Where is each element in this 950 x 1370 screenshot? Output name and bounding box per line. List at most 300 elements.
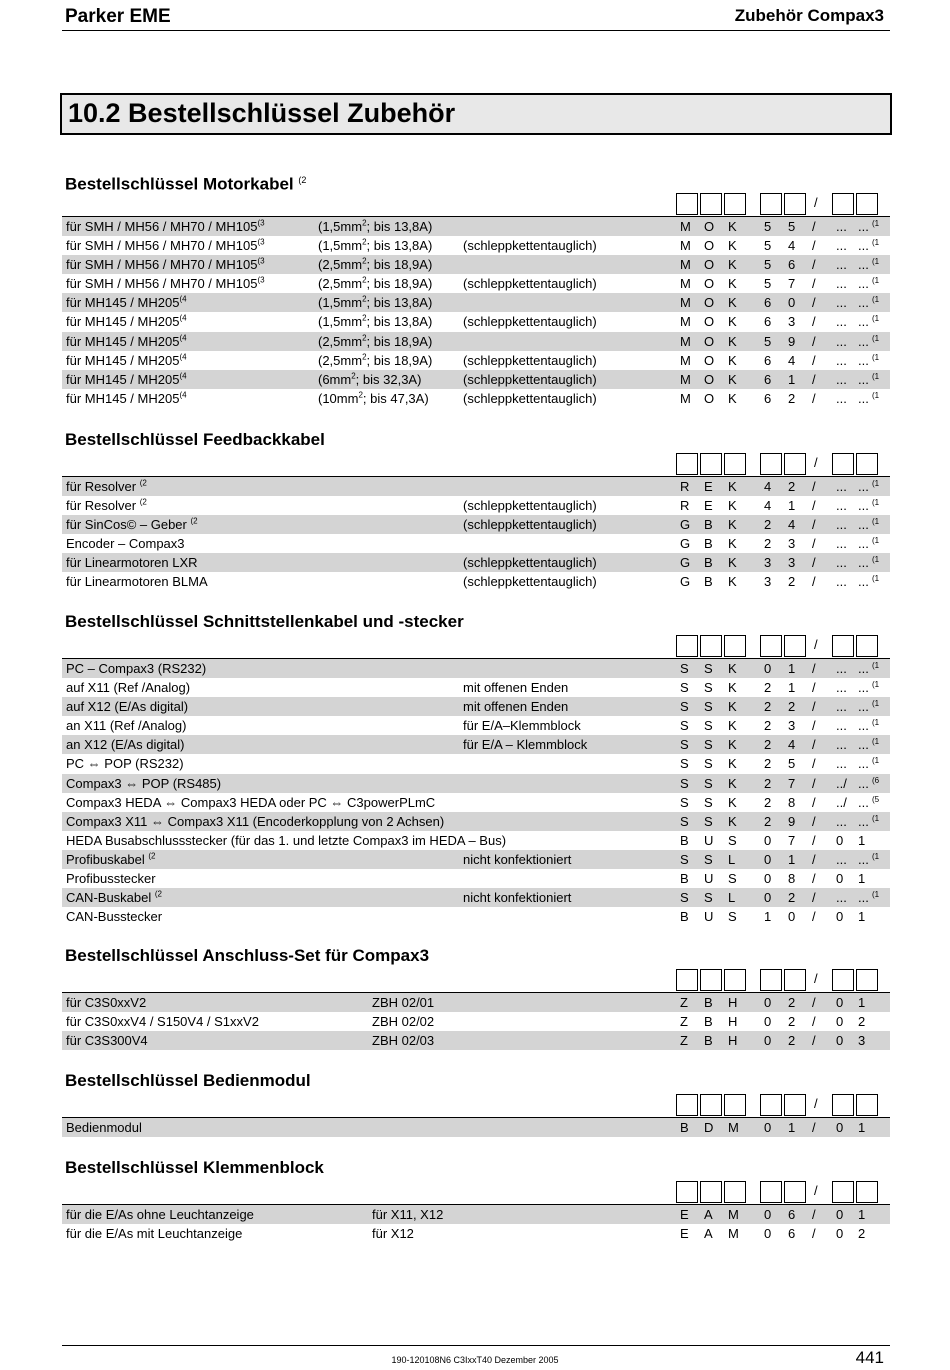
order-key-footnote: (1	[872, 536, 880, 546]
order-key-char: ...	[836, 333, 847, 349]
order-key-char: S	[680, 699, 689, 715]
order-key-footnote: (1	[872, 314, 880, 324]
row-spec-exponent: 2	[362, 218, 367, 228]
section-title-text: Bestellschlüssel Motorkabel	[65, 174, 294, 194]
row-description	[66, 869, 156, 888]
order-key-char: ...	[858, 238, 869, 254]
order-key-char: K	[728, 333, 737, 349]
order-code-row	[62, 553, 890, 572]
order-key-char: 4	[788, 238, 796, 254]
order-key-char: 2	[788, 1014, 796, 1030]
order-key-char: 0	[764, 1014, 772, 1030]
row-footnote: (2	[154, 889, 162, 899]
row-description	[66, 1118, 142, 1137]
header-brand: Parker EME	[65, 6, 171, 27]
order-key-box	[760, 1094, 782, 1116]
order-key-char: /	[812, 851, 816, 867]
order-key-char: 5	[764, 238, 772, 254]
order-key-char: ...	[836, 536, 847, 552]
order-code-row	[62, 293, 890, 312]
order-key-char: B	[680, 1120, 689, 1135]
order-key-char: ...	[858, 794, 869, 810]
order-key-template	[62, 193, 890, 217]
order-key-box	[784, 635, 806, 657]
order-key-char: 0	[836, 1033, 844, 1049]
order-key-char: S	[680, 794, 689, 810]
order-code-row	[62, 332, 890, 351]
row-spec-rating: ; bis 13,8A)	[366, 238, 433, 254]
order-key-char: S	[728, 832, 737, 848]
row-spec	[318, 274, 432, 293]
chapter-title: 10.2 Bestellschlüssel Zubehör	[68, 98, 456, 128]
section-title	[62, 1158, 890, 1178]
order-key-box	[760, 635, 782, 657]
row-spec-rating: ; bis 13,8A)	[366, 295, 433, 311]
order-key-char: O	[704, 257, 715, 273]
order-key-char: U	[704, 871, 714, 887]
row-spec	[372, 1012, 434, 1031]
order-key-char: 2	[858, 1014, 866, 1030]
row-remark: (schleppkettentauglich)	[463, 517, 597, 533]
row-description-text: für Resolver	[66, 479, 140, 494]
order-key-box	[856, 635, 878, 657]
row-footnote: (2	[148, 851, 156, 861]
row-spec-text: (1,5mm	[318, 314, 363, 330]
order-key-separator: /	[814, 1183, 818, 1198]
order-key-box	[724, 453, 746, 475]
order-key-char: 2	[788, 995, 796, 1010]
order-key-footnote: (1	[872, 276, 880, 286]
row-description	[66, 389, 187, 408]
row-description	[66, 477, 147, 496]
order-key-char: 1	[788, 661, 796, 676]
row-spec-text: (2,5mm	[318, 276, 363, 292]
order-key-char: ...	[836, 219, 847, 234]
order-key-char: 0	[836, 995, 844, 1010]
footer-divider	[62, 1345, 890, 1346]
order-key-char: 2	[764, 536, 772, 552]
order-key-char: 0	[788, 295, 796, 311]
order-key-char: ...	[836, 890, 847, 906]
order-key-box	[724, 635, 746, 657]
section-title-text: Bestellschlüssel Bedienmodul	[65, 1071, 311, 1090]
row-description-text: für MH145 / MH205	[66, 333, 180, 349]
order-key-char: /	[812, 680, 816, 696]
order-key-char: /	[812, 794, 816, 810]
order-key-box	[676, 969, 698, 991]
row-description-text: Encoder – Compax3	[66, 536, 185, 552]
order-key-char: ...	[858, 813, 869, 829]
order-key-char: /	[812, 832, 816, 848]
order-key-char: S	[680, 718, 689, 734]
header-chapter: Zubehör Compax3	[734, 6, 884, 25]
order-key-char: O	[704, 314, 715, 330]
order-key-char: A	[704, 1226, 713, 1242]
order-key-char: ...	[858, 390, 869, 406]
order-key-char: B	[704, 1033, 713, 1049]
order-key-box	[760, 1181, 782, 1203]
order-key-char: /	[812, 314, 816, 330]
row-spec-text: (2,5mm	[318, 257, 363, 273]
order-key-char: B	[704, 574, 713, 590]
order-key-box	[700, 1181, 722, 1203]
order-key-footnote: (1	[872, 498, 880, 508]
order-key-char: 6	[764, 371, 772, 387]
order-key-char: E	[704, 498, 713, 514]
order-key-char: 0	[764, 1226, 772, 1242]
order-key-char: ...	[836, 498, 847, 514]
order-key-char: 3	[788, 536, 796, 552]
order-code-row	[62, 496, 890, 515]
order-key-footnote: (1	[872, 238, 880, 248]
order-key-char: 5	[764, 257, 772, 273]
row-footnote: (4	[179, 352, 187, 362]
row-description-text: Compax3 X11 ⇔ Compax3 X11 (Encoderkopplung von 2 Achsen)	[66, 813, 445, 829]
order-key-char: K	[728, 794, 737, 810]
order-key-char: ...	[836, 813, 847, 829]
row-spec	[318, 236, 432, 255]
order-key-separator: /	[814, 1096, 818, 1111]
order-key-char: /	[812, 536, 816, 552]
order-key-char: M	[680, 371, 691, 387]
row-description	[66, 496, 147, 515]
order-key-char: 3	[764, 555, 772, 571]
row-spec-text: für X11, X12	[372, 1207, 444, 1222]
order-key-char: 4	[788, 352, 796, 368]
order-key-char: O	[704, 390, 715, 406]
order-key-char: /	[812, 890, 816, 906]
row-spec	[318, 255, 432, 274]
row-description	[66, 907, 162, 926]
order-key-box	[676, 1094, 698, 1116]
order-key-char: H	[728, 1033, 738, 1049]
row-remark: (schleppkettentauglich)	[463, 314, 597, 330]
order-key-char: M	[680, 219, 691, 234]
row-description-text: für Linearmotoren LXR	[66, 555, 198, 571]
order-key-char: 2	[764, 794, 772, 810]
order-key-char: S	[680, 813, 689, 829]
order-key-char: K	[728, 680, 737, 696]
order-key-template	[62, 969, 890, 993]
row-description	[66, 274, 265, 293]
order-key-char: K	[728, 737, 737, 753]
order-key-char: ...	[836, 517, 847, 533]
order-key-char: 1	[788, 498, 796, 514]
order-key-char: K	[728, 555, 737, 571]
order-key-char: M	[728, 1207, 739, 1222]
row-description-text: CAN-Busstecker	[66, 909, 163, 925]
order-code-row	[62, 888, 890, 907]
row-remark: nicht konfektioniert	[463, 890, 572, 906]
row-description-text: für SinCos© – Geber	[66, 517, 191, 533]
page-number: 441	[855, 1348, 884, 1367]
section	[62, 946, 890, 1050]
order-key-separator: /	[814, 637, 818, 652]
order-key-char: ...	[858, 737, 869, 753]
order-key-char: ...	[858, 851, 869, 867]
order-key-char: M	[680, 352, 691, 368]
row-footnote: (4	[179, 314, 187, 324]
row-spec	[318, 312, 432, 331]
row-description	[66, 312, 187, 331]
order-code-row	[62, 477, 890, 496]
order-key-char: K	[728, 257, 737, 273]
order-key-char: /	[812, 1207, 816, 1222]
row-spec-exponent: 2	[351, 371, 356, 381]
order-key-char: /	[812, 498, 816, 514]
order-code-row	[62, 697, 890, 716]
order-key-char: B	[704, 1014, 713, 1030]
order-key-footnote: (1	[872, 737, 880, 747]
row-spec	[372, 993, 434, 1012]
row-description-text: PC ⇔ POP (RS232)	[66, 756, 184, 772]
order-key-char: K	[728, 390, 737, 406]
order-key-footnote: (6	[872, 775, 880, 785]
order-key-char: ...	[858, 371, 869, 387]
row-footnote: (4	[179, 390, 187, 400]
order-code-row	[62, 351, 890, 370]
row-spec	[372, 1031, 434, 1050]
order-key-char: /	[812, 390, 816, 406]
row-remark: (schleppkettentauglich)	[463, 555, 597, 571]
order-key-char: /	[812, 295, 816, 311]
order-key-char: ...	[836, 680, 847, 696]
order-key-char: 9	[788, 813, 796, 829]
row-description-text: auf X11 (Ref /Analog)	[66, 680, 191, 696]
order-key-char: S	[704, 813, 713, 829]
order-key-char: ...	[858, 517, 869, 533]
order-key-char: /	[812, 1120, 816, 1135]
order-key-footnote: (1	[872, 333, 880, 343]
row-spec	[318, 389, 429, 408]
order-key-char: ...	[836, 661, 847, 676]
order-key-char: K	[728, 238, 737, 254]
row-description	[66, 793, 435, 812]
section-title	[62, 430, 890, 450]
section-title	[62, 1071, 890, 1091]
order-key-char: M	[680, 390, 691, 406]
order-key-char: S	[680, 851, 689, 867]
row-description	[66, 1031, 148, 1050]
order-key-char: /	[812, 909, 816, 925]
order-key-char: G	[680, 555, 691, 571]
order-key-char: 0	[836, 909, 844, 925]
order-code-row	[62, 389, 890, 408]
order-key-char: 0	[836, 832, 844, 848]
order-code-row	[62, 774, 890, 793]
row-spec-exponent: 2	[362, 314, 367, 324]
order-key-char: /	[812, 333, 816, 349]
order-key-char: S	[680, 661, 689, 676]
order-key-footnote: (1	[872, 257, 880, 267]
order-key-char: 2	[764, 756, 772, 772]
order-code-row	[62, 572, 890, 591]
row-spec-text: für X12	[372, 1226, 414, 1242]
row-description-text: für MH145 / MH205	[66, 295, 180, 311]
order-key-char: 3	[788, 718, 796, 734]
order-key-box	[832, 193, 854, 215]
row-remark: (schleppkettentauglich)	[463, 390, 597, 406]
order-key-char: ...	[858, 498, 869, 514]
order-key-box	[700, 635, 722, 657]
order-key-char: 3	[788, 314, 796, 330]
section-title-footnote: (2	[298, 175, 307, 185]
section-title	[62, 170, 890, 194]
order-key-char: S	[704, 661, 713, 676]
order-key-char: 0	[764, 832, 772, 848]
row-spec	[372, 1224, 414, 1243]
order-key-char: ...	[858, 756, 869, 772]
order-code-row	[62, 274, 890, 293]
row-remark: (schleppkettentauglich)	[463, 238, 597, 254]
order-key-char: G	[680, 517, 691, 533]
order-key-char: B	[704, 517, 713, 533]
order-key-char: ...	[858, 314, 869, 330]
order-key-char: H	[728, 1014, 738, 1030]
order-key-char: 1	[858, 1120, 866, 1135]
order-key-char: ...	[858, 699, 869, 715]
order-key-char: 1	[788, 1120, 796, 1135]
order-key-char: /	[812, 661, 816, 676]
order-key-footnote: (1	[872, 699, 880, 709]
row-spec-rating: ; bis 18,9A)	[366, 333, 433, 349]
order-key-char: 2	[858, 1226, 866, 1242]
order-key-char: /	[812, 555, 816, 571]
row-description-text: Compax3 HEDA ⇔ Compax3 HEDA oder PC ⇔ C3powerPLmC	[66, 794, 436, 810]
order-key-char: Z	[680, 995, 688, 1010]
order-key-char: K	[728, 371, 737, 387]
row-spec-rating: ; bis 47,3A)	[362, 390, 429, 406]
order-key-box	[784, 193, 806, 215]
order-key-char: 5	[764, 333, 772, 349]
order-key-char: K	[728, 352, 737, 368]
order-key-char: E	[680, 1226, 689, 1242]
order-key-char: 7	[788, 775, 796, 791]
order-key-char: K	[728, 775, 737, 791]
order-code-row	[62, 370, 890, 389]
order-key-char: /	[812, 219, 816, 234]
row-spec-text: (10mm	[318, 390, 359, 406]
section	[62, 430, 890, 592]
order-key-char: L	[728, 890, 736, 906]
order-key-box	[676, 1181, 698, 1203]
order-key-box	[832, 969, 854, 991]
order-key-char: M	[680, 295, 691, 311]
row-description-text: für die E/As mit Leuchtanzeige	[66, 1226, 243, 1242]
section-title-text: Bestellschlüssel Anschluss-Set für Compax3	[65, 946, 430, 965]
order-code-row	[62, 1012, 890, 1031]
order-key-template	[62, 1181, 890, 1205]
row-description	[66, 754, 184, 773]
row-description	[66, 774, 221, 793]
section	[62, 1158, 890, 1243]
order-key-box	[784, 969, 806, 991]
order-key-footnote: (1	[872, 718, 880, 728]
order-key-char: ...	[858, 536, 869, 552]
order-key-template	[62, 453, 890, 477]
order-code-row	[62, 754, 890, 773]
row-spec-text: (1,5mm	[318, 238, 363, 254]
order-key-box	[700, 969, 722, 991]
order-key-separator: /	[814, 971, 818, 986]
order-key-char: 1	[788, 680, 796, 696]
order-key-box	[700, 193, 722, 215]
order-key-box	[856, 453, 878, 475]
row-description	[66, 659, 206, 678]
order-key-box	[676, 193, 698, 215]
row-description	[66, 1012, 259, 1031]
order-key-char: /	[812, 1033, 816, 1049]
order-key-footnote: (1	[872, 574, 880, 584]
section-title	[62, 946, 890, 966]
order-key-char: M	[680, 314, 691, 330]
footer-doc-id: 190-120108N6 C3IxxT40 Dezember 2005	[391, 1355, 559, 1365]
row-description-text: für MH145 / MH205	[66, 314, 180, 330]
order-key-char: ../	[836, 794, 847, 810]
row-description	[66, 716, 186, 735]
order-code-row	[62, 812, 890, 831]
row-spec-exponent: 2	[362, 295, 367, 305]
order-key-char: /	[812, 238, 816, 254]
row-description-text: für MH145 / MH205	[66, 390, 180, 406]
order-code-row	[62, 534, 890, 553]
order-key-char: 2	[764, 737, 772, 753]
order-key-char: S	[728, 909, 737, 925]
order-key-char: /	[812, 1014, 816, 1030]
row-description	[66, 515, 198, 534]
order-code-row	[62, 1118, 890, 1137]
order-key-char: ...	[836, 574, 847, 590]
row-spec-exponent: 2	[362, 333, 367, 343]
order-code-row	[62, 255, 890, 274]
row-remark: für E/A–Klemmblock	[463, 718, 581, 734]
order-key-char: 6	[788, 257, 796, 273]
order-key-char: Z	[680, 1033, 688, 1049]
row-spec	[318, 293, 432, 312]
order-key-char: 6	[764, 352, 772, 368]
row-description	[66, 553, 198, 572]
row-description-text: für die E/As ohne Leuchtanzeige	[66, 1207, 254, 1222]
order-key-char: ...	[858, 276, 869, 292]
order-key-char: 2	[788, 574, 796, 590]
order-key-char: 0	[764, 871, 772, 887]
row-description-text: Compax3 ⇔ POP (RS485)	[66, 775, 222, 791]
row-spec-text: (2,5mm	[318, 352, 363, 368]
order-key-char: /	[812, 352, 816, 368]
order-key-char: L	[728, 851, 736, 867]
order-key-char: 0	[836, 871, 844, 887]
order-key-char: S	[680, 775, 689, 791]
row-description-text: Bedienmodul	[66, 1120, 142, 1135]
order-key-char: /	[812, 813, 816, 829]
order-key-footnote: (1	[872, 555, 880, 565]
order-key-char: 1	[858, 909, 866, 925]
order-key-char: ...	[858, 219, 869, 234]
order-code-row	[62, 659, 890, 678]
order-code-row	[62, 1224, 890, 1243]
order-key-char: S	[704, 737, 713, 753]
order-key-char: 6	[788, 1207, 796, 1222]
order-key-char: U	[704, 832, 714, 848]
order-key-char: 0	[764, 890, 772, 906]
row-spec-text: (1,5mm	[318, 219, 363, 234]
order-key-char: ...	[858, 555, 869, 571]
row-description	[66, 993, 146, 1012]
order-key-char: 0	[836, 1226, 844, 1242]
row-description-text: auf X12 (E/As digital)	[66, 699, 189, 715]
row-spec	[372, 1205, 443, 1224]
row-description-text: Profibuskabel	[66, 851, 149, 867]
